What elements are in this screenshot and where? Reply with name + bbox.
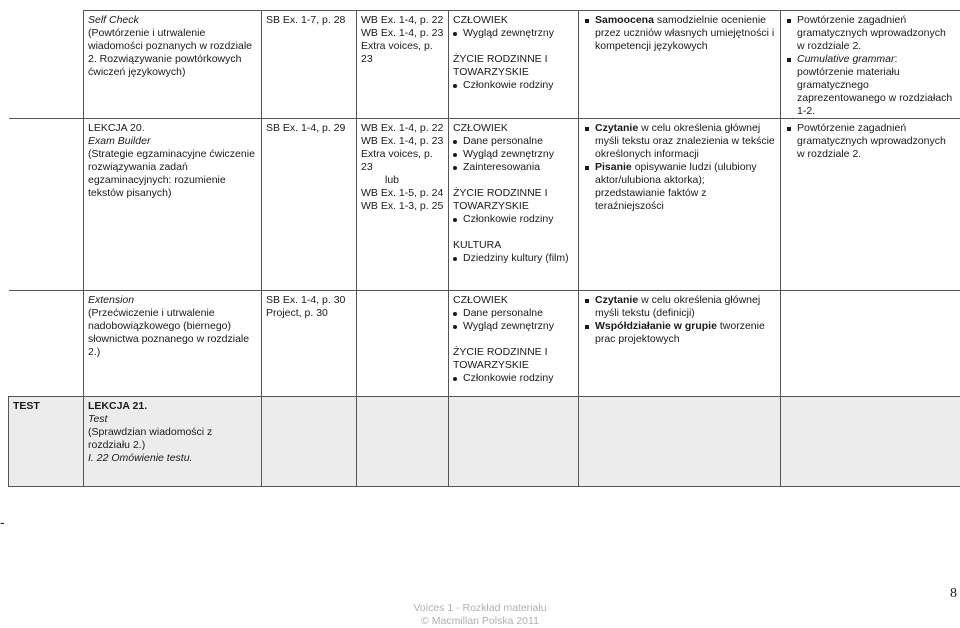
lesson-plan-table	[8, 10, 960, 487]
list-item: Członkowie rodziny	[453, 372, 574, 385]
list-item: Powtórzenie zagadnień gramatycznych wprowadzonych w rozdziale 2.	[785, 122, 956, 161]
sb-cell	[262, 119, 357, 291]
vocab-list	[453, 307, 574, 333]
lesson-description: (Strategie egzaminacyjne ćwiczenie rozwiązywania zadań egzaminacyjnych: rozumienie tekstów pisanych)	[88, 148, 255, 199]
lesson-subtitle: Test	[88, 413, 108, 425]
table-row	[9, 397, 960, 487]
sb-cell	[262, 397, 357, 487]
skill-name: Współdziałanie w grupie	[595, 320, 717, 332]
list-item	[583, 14, 776, 53]
list-item	[583, 122, 776, 161]
skill-name: Samoocena	[595, 14, 654, 26]
wb-line: WB Ex. 1-4, p. 22	[361, 14, 444, 26]
grammar-cell	[781, 291, 960, 397]
list-item	[583, 161, 776, 213]
grammar-cell	[781, 119, 960, 291]
list-item: Powtórzenie zagadnień gramatycznych wprowadzonych w rozdziale 2.	[785, 14, 956, 53]
skills-list	[583, 14, 776, 53]
skills-cell	[579, 397, 781, 487]
wb-cell	[357, 11, 449, 119]
wb-line: WB Ex. 1-4, p. 22	[361, 122, 444, 134]
footer	[0, 602, 960, 628]
wb-line: WB Ex. 1-4, p. 23	[361, 27, 444, 39]
vocab-cell	[449, 397, 579, 487]
lesson-description: (Przećwiczenie i utrwalenie nadobowiązkowego (biernego) słownictwa poznanego w rozdziale 2.)	[88, 307, 250, 358]
lesson-cell	[84, 291, 262, 397]
lesson-title: Extension	[88, 294, 135, 306]
list-item: Wygląd zewnętrzny	[453, 27, 574, 40]
lesson-title: LEKCJA 20.	[88, 122, 145, 134]
lesson-cell	[84, 119, 262, 291]
vocab-cell	[449, 119, 579, 291]
wb-line: WB Ex. 1-5, p. 24	[361, 187, 444, 199]
sb-exercises: SB Ex. 1-4, p. 29	[266, 122, 346, 134]
vocab-list	[453, 372, 574, 385]
vocab-list	[453, 79, 574, 92]
skill-name: Czytanie	[595, 122, 639, 134]
vocab-list	[453, 27, 574, 40]
grammar-cell	[781, 397, 960, 487]
list-item: Dane personalne	[453, 307, 574, 320]
vocab-heading: CZŁOWIEK	[453, 294, 508, 306]
lesson-note: I. 22 Omówienie testu.	[88, 452, 193, 464]
skill-text: w celu określenia głównej myśli tekstu oraz znalezienia w tekście określonych informacji	[595, 122, 775, 160]
label-cell	[9, 397, 84, 487]
list-item: Dziedziny kultury (film)	[453, 252, 574, 265]
cumulative-text: : powtórzenie materiału gramatycznego zaprezentowanego w rozdziałach 1-2.	[797, 53, 953, 117]
skill-name: Pisanie	[595, 161, 632, 173]
page-number: 8	[950, 586, 957, 601]
sb-exercises: SB Ex. 1-4, p. 30	[266, 294, 346, 306]
list-item: Wygląd zewnętrzny	[453, 148, 574, 161]
wb-line: WB Ex. 1-3, p. 25	[361, 200, 444, 212]
vocab-cell	[449, 11, 579, 119]
table-row	[9, 11, 960, 119]
list-item: Wygląd zewnętrzny	[453, 320, 574, 333]
vocab-cell	[449, 291, 579, 397]
table-row	[9, 119, 960, 291]
sb-cell	[262, 291, 357, 397]
skills-list	[583, 122, 776, 213]
vocab-heading: ŻYCIE RODZINNE I TOWARZYSKIE	[453, 187, 548, 212]
skills-cell	[579, 11, 781, 119]
footer-title: Voices 1 - Rozkład materiału	[413, 602, 547, 614]
sb-exercises: SB Ex. 1-7, p. 28	[266, 14, 346, 26]
wb-line: lub	[385, 174, 400, 186]
vocab-list	[453, 213, 574, 226]
label-cell	[9, 119, 84, 291]
sb-cell	[262, 11, 357, 119]
lesson-cell	[84, 397, 262, 487]
skill-text: opisywanie ludzi (ulubiony aktor/ulubiona aktorka); przedstawianie faktów z teraźniejszości	[595, 161, 757, 212]
grammar-list	[785, 14, 956, 118]
skills-list	[583, 294, 776, 346]
vocab-heading: KULTURA	[453, 239, 502, 251]
skill-text: tworzenie prac projektowych	[595, 320, 765, 345]
vocab-heading: CZŁOWIEK	[453, 122, 508, 134]
lesson-description: (Powtórzenie i utrwalenie wiadomości poznanych w rozdziale 2. Rozwiązywanie powtórkowych ćwiczeń językowych)	[88, 27, 252, 78]
lesson-subtitle: Exam Builder	[88, 135, 151, 147]
list-item: Członkowie rodziny	[453, 213, 574, 226]
wb-cell	[357, 119, 449, 291]
stray-mark: -	[0, 514, 5, 530]
vocab-heading: ŻYCIE RODZINNE I TOWARZYSKIE	[453, 346, 548, 371]
skill-text: w celu określenia głównej myśli tekstu (definicji)	[595, 294, 761, 319]
footer-copyright: © Macmillan Polska 2011	[421, 615, 539, 627]
lesson-cell	[84, 11, 262, 119]
list-item	[583, 320, 776, 346]
vocab-heading: CZŁOWIEK	[453, 14, 508, 26]
wb-line: Extra voices, p. 23	[361, 40, 433, 65]
lesson-description: (Sprawdzian wiadomości z rozdziału 2.)	[88, 426, 213, 451]
project-ref: Project, p. 30	[266, 307, 328, 319]
label-cell	[9, 291, 84, 397]
list-item	[785, 53, 956, 118]
wb-cell	[357, 397, 449, 487]
skills-cell	[579, 119, 781, 291]
vocab-heading: ŻYCIE RODZINNE I TOWARZYSKIE	[453, 53, 548, 78]
list-item: Członkowie rodziny	[453, 79, 574, 92]
label-cell	[9, 11, 84, 119]
cumulative-label: Cumulative grammar	[797, 53, 895, 65]
skill-name: Czytanie	[595, 294, 639, 306]
table-row	[9, 291, 960, 397]
grammar-list	[785, 122, 956, 161]
vocab-list	[453, 135, 574, 174]
list-item: Zainteresowania	[453, 161, 574, 174]
grammar-cell	[781, 11, 960, 119]
vocab-list	[453, 252, 574, 265]
lesson-title: LEKCJA 21.	[88, 400, 148, 412]
skills-cell	[579, 291, 781, 397]
lesson-title: Self Check	[88, 14, 139, 26]
wb-cell	[357, 291, 449, 397]
wb-line: WB Ex. 1-4, p. 23	[361, 135, 444, 147]
list-item	[583, 294, 776, 320]
skill-text: samodzielnie ocenienie przez uczniów własnych umiejętności i kompetencji językowych	[595, 14, 775, 52]
test-label: TEST	[13, 400, 40, 412]
list-item: Dane personalne	[453, 135, 574, 148]
wb-line: Extra voices, p. 23	[361, 148, 433, 173]
